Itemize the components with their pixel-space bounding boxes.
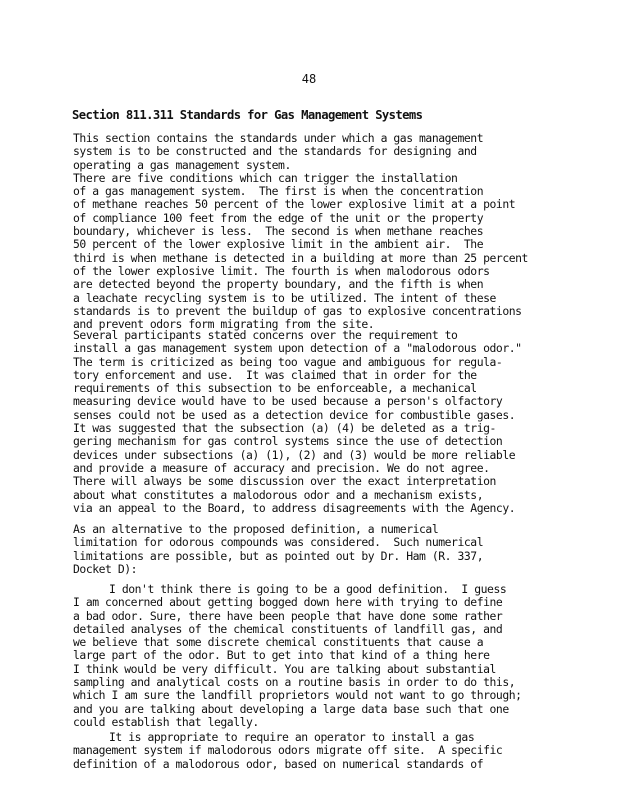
- text-line: definition of a malodorous odor, based on numerical standards of: [73, 757, 484, 771]
- text-line: Docket D):: [73, 562, 138, 576]
- text-line: of compliance 100 feet from the edge of the unit or the property: [73, 211, 484, 225]
- text-line: limitations are possible, but as pointed out by Dr. Ham (R. 337,: [73, 549, 484, 563]
- text-line: boundary, whichever is less. The second is when methane reaches: [73, 225, 484, 239]
- text-line: third is when methane is detected in a building at more than 25 percent: [73, 251, 528, 265]
- text-line: This section contains the standards under which a gas management: [73, 132, 484, 145]
- text-line: As an alternative to the proposed definition, a numerical: [73, 523, 439, 536]
- paragraph-conclusion: [73, 731, 573, 771]
- text-line: and you are talking about developing a large data base such that one: [73, 702, 509, 716]
- text-line: limitation for odorous compounds was considered. Such numerical: [73, 536, 484, 550]
- text-line: about what constitutes a malodorous odor and a mechanism exists,: [73, 488, 484, 502]
- text-line: install a gas management system upon detection of a "malodorous odor.": [73, 342, 522, 356]
- text-line: measuring device would have to be used because a person's olfactory: [73, 395, 503, 409]
- text-line: I don't think there is going to be a good definition. I guess: [109, 583, 507, 596]
- paragraph-participant-concerns: [73, 329, 573, 515]
- text-line: sampling and analytical costs on a routine basis in order to do this,: [73, 676, 516, 690]
- quoted-testimony: [73, 583, 573, 729]
- section-heading: Section 811.311 Standards for Gas Management Systems: [72, 108, 423, 122]
- text-line: I think would be very difficult. You are talking about substantial: [73, 662, 496, 676]
- text-line: could establish that legally.: [73, 715, 259, 729]
- text-line: I am concerned about getting bogged down here with trying to define: [73, 596, 503, 610]
- text-line: tory enforcement and use. It was claimed that in order for the: [73, 368, 477, 382]
- paragraph-alternative-definition: [73, 523, 573, 576]
- text-line: 50 percent of the lower explosive limit in the ambient air. The: [73, 238, 484, 252]
- page-number: 48: [301, 72, 317, 86]
- text-line: standards is to prevent the buildup of gas to explosive concentrations: [73, 304, 522, 318]
- text-line: It is appropriate to require an operator to install a gas: [109, 731, 475, 744]
- text-line: It was suggested that the subsection (a) (4) be deleted as a trig-: [73, 422, 496, 436]
- text-line: system is to be constructed and the standards for designing and: [73, 145, 477, 159]
- text-line: The term is criticized as being too vague and ambiguous for regula-: [73, 355, 503, 369]
- paragraph-intro: [73, 132, 573, 331]
- text-line: senses could not be used as a detection device for combustible gases.: [73, 408, 516, 422]
- text-line: devices under subsections (a) (1), (2) and (3) would be more reliable: [73, 448, 516, 462]
- text-line: of the lower explosive limit. The fourth is when malodorous odors: [73, 264, 490, 278]
- text-line: of a gas management system. The first is when the concentration: [73, 185, 484, 199]
- text-line: we believe that some discrete chemical constituents that cause a: [73, 636, 484, 650]
- text-line: operating a gas management system.: [73, 158, 291, 172]
- text-line: detailed analyses of the chemical constituents of landfill gas, and: [73, 622, 503, 636]
- text-line: gering mechanism for gas control systems since the use of detection: [73, 435, 503, 449]
- text-line: a leachate recycling system is to be utilized. The intent of these: [73, 291, 496, 305]
- text-line: requirements of this subsection to be enforceable, a mechanical: [73, 382, 477, 396]
- text-line: which I am sure the landfill proprietors would not want to go through;: [73, 689, 522, 703]
- text-line: Several participants stated concerns over the requirement to: [73, 329, 458, 342]
- text-line: are detected beyond the property boundary, and the fifth is when: [73, 278, 484, 292]
- text-line: a bad odor. Sure, there have been people that have done some rather: [73, 609, 503, 623]
- text-line: There are five conditions which can trigger the installation: [73, 171, 458, 185]
- text-line: large part of the odor. But to get into that kind of a thing here: [73, 649, 490, 663]
- text-line: and provide a measure of accuracy and precision. We do not agree.: [73, 461, 490, 475]
- text-line: via an appeal to the Board, to address disagreements with the Agency.: [73, 501, 516, 515]
- text-line: There will always be some discussion over the exact interpretation: [73, 475, 496, 489]
- text-line: of methane reaches 50 percent of the lower explosive limit at a point: [73, 198, 516, 212]
- text-line: and prevent odors form migrating from the site.: [73, 318, 375, 332]
- text-line: management system if malodorous odors migrate off site. A specific: [73, 744, 503, 758]
